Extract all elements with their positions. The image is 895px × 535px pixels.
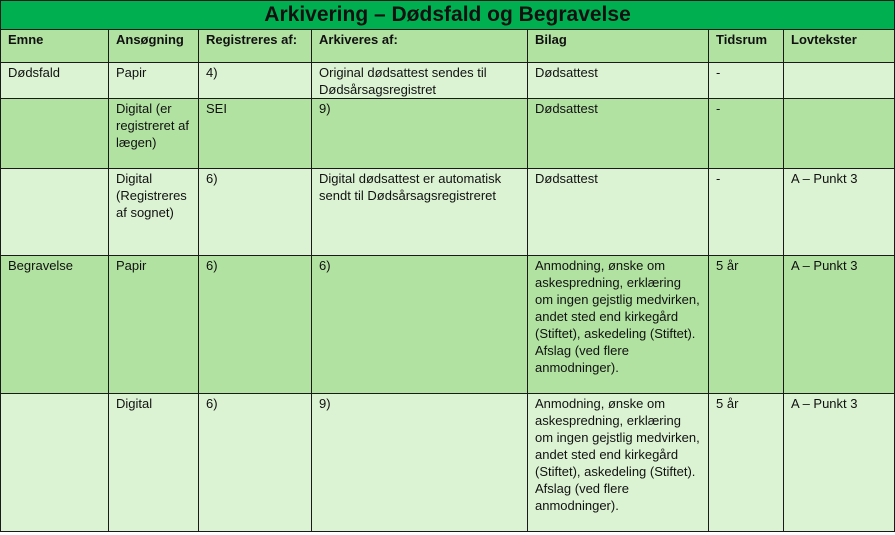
cell-emne [1,169,109,256]
header-lovtekster: Lovtekster [784,30,895,63]
table-row [1,256,895,394]
cell-emne [1,99,109,169]
cell-lovtekster [784,99,895,169]
header-arkiveres: Arkiveres af: [312,30,528,63]
table-title: Arkivering – Dødsfald og Begravelse [1,1,895,30]
cell-ansogning: Digital [109,394,199,532]
table-row [1,63,895,99]
cell-lovtekster: A – Punkt 3 [784,169,895,256]
cell-ansogning: Papir [109,256,199,394]
cell-emne [1,394,109,532]
cell-bilag: Dødsattest [528,63,709,99]
cell-tidsrum: - [709,99,784,169]
cell-lovtekster: A – Punkt 3 [784,394,895,532]
header-tidsrum: Tidsrum [709,30,784,63]
table-row [1,169,895,256]
header-emne: Emne [1,30,109,63]
table-row [1,99,895,169]
cell-tidsrum: 5 år [709,256,784,394]
cell-bilag: Dødsattest [528,169,709,256]
cell-registreres: 4) [199,63,312,99]
cell-tidsrum: - [709,63,784,99]
cell-ansogning: Digital (er registreret af lægen) [109,99,199,169]
cell-lovtekster: A – Punkt 3 [784,256,895,394]
cell-registreres: 6) [199,394,312,532]
cell-tidsrum: - [709,169,784,256]
cell-arkiveres: Digital dødsattest er automatisk sendt til Dødsårsagsregistreret [312,169,528,256]
cell-emne: Begravelse [1,256,109,394]
cell-arkiveres: 6) [312,256,528,394]
header-bilag: Bilag [528,30,709,63]
cell-bilag: Anmodning, ønske om askespredning, erklæring om ingen gejstlig medvirken, andet sted end kirkegård (Stiftet), askedeling (Stiftet). Afslag (ved flere anmodninger). [528,256,709,394]
cell-registreres: 6) [199,169,312,256]
header-registreres: Registreres af: [199,30,312,63]
cell-bilag: Anmodning, ønske om askespredning, erklæring om ingen gejstlig medvirken, andet sted end kirkegård (Stiftet), askedeling (Stiftet). Afslag (ved flere anmodninger). [528,394,709,532]
cell-ansogning: Papir [109,63,199,99]
header-ansogning: Ansøgning [109,30,199,63]
cell-registreres: SEI [199,99,312,169]
table-row [1,394,895,532]
cell-registreres: 6) [199,256,312,394]
cell-arkiveres: 9) [312,99,528,169]
cell-arkiveres: 9) [312,394,528,532]
cell-lovtekster [784,63,895,99]
cell-arkiveres: Original dødsattest sendes til Dødsårsagsregistret [312,63,528,99]
header-row [1,30,895,63]
cell-tidsrum: 5 år [709,394,784,532]
cell-ansogning: Digital (Registreres af sognet) [109,169,199,256]
cell-emne: Dødsfald [1,63,109,99]
table-title-row [1,1,895,30]
cell-bilag: Dødsattest [528,99,709,169]
